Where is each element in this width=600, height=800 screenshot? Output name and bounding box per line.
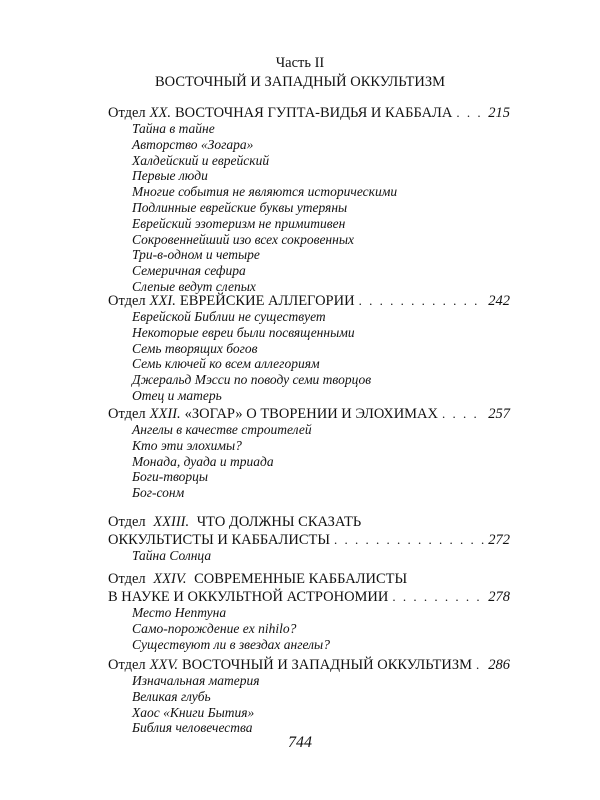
subtopic-list	[108, 605, 510, 652]
section-prefix: Отдел	[108, 406, 146, 422]
list-item: Первые люди	[132, 168, 208, 184]
dot-leader	[456, 104, 484, 121]
list-item: Монада, дуада и триада	[132, 453, 274, 469]
toc-section-xxiii	[108, 514, 510, 564]
section-heading-line-2	[108, 588, 510, 605]
page-number: 744	[288, 734, 312, 751]
list-item: Само-порождение ex nihilo?	[132, 620, 297, 636]
list-item: Хаос «Книги Бытия»	[132, 704, 255, 720]
section-heading-line-1	[108, 571, 510, 588]
list-item: Боги-творцы	[132, 469, 209, 485]
section-number: XXI.	[149, 293, 176, 309]
list-item: Некоторые евреи были посвященными	[132, 324, 355, 340]
section-number: XX.	[149, 105, 172, 121]
section-prefix: Отдел	[108, 657, 146, 673]
list-item: Место Нептуна	[132, 605, 227, 620]
toc-section-xxv	[108, 656, 510, 736]
list-item: Библия человечества	[132, 720, 253, 736]
list-item: Семь ключей ко всем аллегориям	[132, 356, 320, 372]
section-title: ЕВРЕЙСКИЕ АЛЛЕГОРИИ	[179, 293, 355, 309]
section-heading-line-2	[108, 531, 510, 548]
section-page-number: 286	[488, 657, 510, 673]
section-heading-line-1	[108, 514, 510, 531]
section-title: ВОСТОЧНЫЙ И ЗАПАДНЫЙ ОККУЛЬТИЗМ	[182, 657, 472, 673]
dot-leader	[359, 292, 485, 309]
list-item: Еврейский эзотеризм не примитивен	[132, 215, 346, 231]
section-number: XXII.	[149, 406, 181, 422]
section-title-continued: В НАУКЕ И ОККУЛЬТНОЙ АСТРОНОМИИ	[108, 589, 389, 605]
toc-section-xxiv	[108, 571, 510, 652]
toc-section-xxi	[108, 292, 510, 404]
section-prefix: Отдел	[108, 514, 146, 530]
list-item: Три-в-одном и четыре	[132, 247, 260, 263]
subtopic-list	[108, 673, 510, 736]
list-item: Кто эти элохимы?	[132, 437, 242, 453]
section-title-continued: ОККУЛЬТИСТЫ И КАББАЛИСТЫ	[108, 532, 331, 548]
list-item: Слепые ведут слепых	[132, 278, 256, 294]
section-number: XXIII.	[153, 514, 190, 530]
toc-section-xx	[108, 104, 510, 295]
section-title: «ЗОГАР» О ТВОРЕНИИ И ЭЛОХИМАХ	[184, 406, 438, 422]
list-item: Семь творящих богов	[132, 340, 258, 356]
list-item: Отец и матерь	[132, 387, 222, 403]
section-number: XXV.	[149, 657, 178, 673]
subtopic-list	[108, 309, 510, 404]
list-item: Существуют ли в звездах ангелы?	[132, 636, 330, 652]
section-heading	[108, 656, 510, 673]
dot-leader	[334, 531, 484, 548]
section-page-number: 272	[488, 532, 510, 548]
list-item: Тайна в тайне	[132, 121, 215, 136]
list-item: Джеральд Мэсси по поводу семи творцов	[132, 372, 372, 388]
section-heading	[108, 104, 510, 121]
list-item: Семеричная сефира	[132, 263, 246, 279]
toc-section-xxii	[108, 405, 510, 501]
section-page-number: 242	[488, 293, 510, 309]
part-title: ВОСТОЧНЫЙ И ЗАПАДНЫЙ ОККУЛЬТИЗМ	[155, 74, 445, 90]
list-item: Халдейский и еврейский	[132, 152, 270, 168]
section-page-number: 278	[488, 589, 510, 605]
section-number: XXIV.	[153, 571, 187, 587]
section-title: ВОСТОЧНАЯ ГУПТА-ВИДЬЯ И КАББАЛА	[175, 105, 453, 121]
list-item: Подлинные еврейские буквы утеряны	[132, 199, 348, 215]
part-label: Часть II	[275, 55, 325, 71]
list-item: Великая глубь	[132, 688, 211, 704]
list-item: Сокровеннейший изо всех сокровенных	[132, 231, 354, 247]
list-item: Еврейской Библии не существует	[132, 309, 326, 324]
section-title: СОВРЕМЕННЫЕ КАББАЛИСТЫ	[194, 571, 408, 587]
dot-leader	[392, 588, 484, 605]
list-item: Тайна Солнца	[132, 548, 212, 563]
list-item: Бог-сонм	[132, 485, 185, 501]
section-heading	[108, 405, 510, 422]
subtopic-list	[108, 422, 510, 501]
section-title: ЧТО ДОЛЖНЫ СКАЗАТЬ	[196, 514, 362, 530]
list-item: Авторство «Зогара»	[132, 136, 254, 152]
list-item: Изначальная материя	[132, 673, 260, 688]
dot-leader	[476, 656, 484, 673]
list-item: Ангелы в качестве строителей	[132, 422, 312, 437]
subtopic-list	[108, 548, 510, 564]
section-page-number: 215	[488, 105, 510, 121]
section-heading	[108, 292, 510, 309]
dot-leader	[442, 405, 484, 422]
list-item: Многие события не являются историческими	[132, 184, 398, 200]
subtopic-list	[108, 121, 510, 295]
section-prefix: Отдел	[108, 105, 146, 121]
section-page-number: 257	[488, 406, 510, 422]
section-prefix: Отдел	[108, 571, 146, 587]
section-prefix: Отдел	[108, 293, 146, 309]
